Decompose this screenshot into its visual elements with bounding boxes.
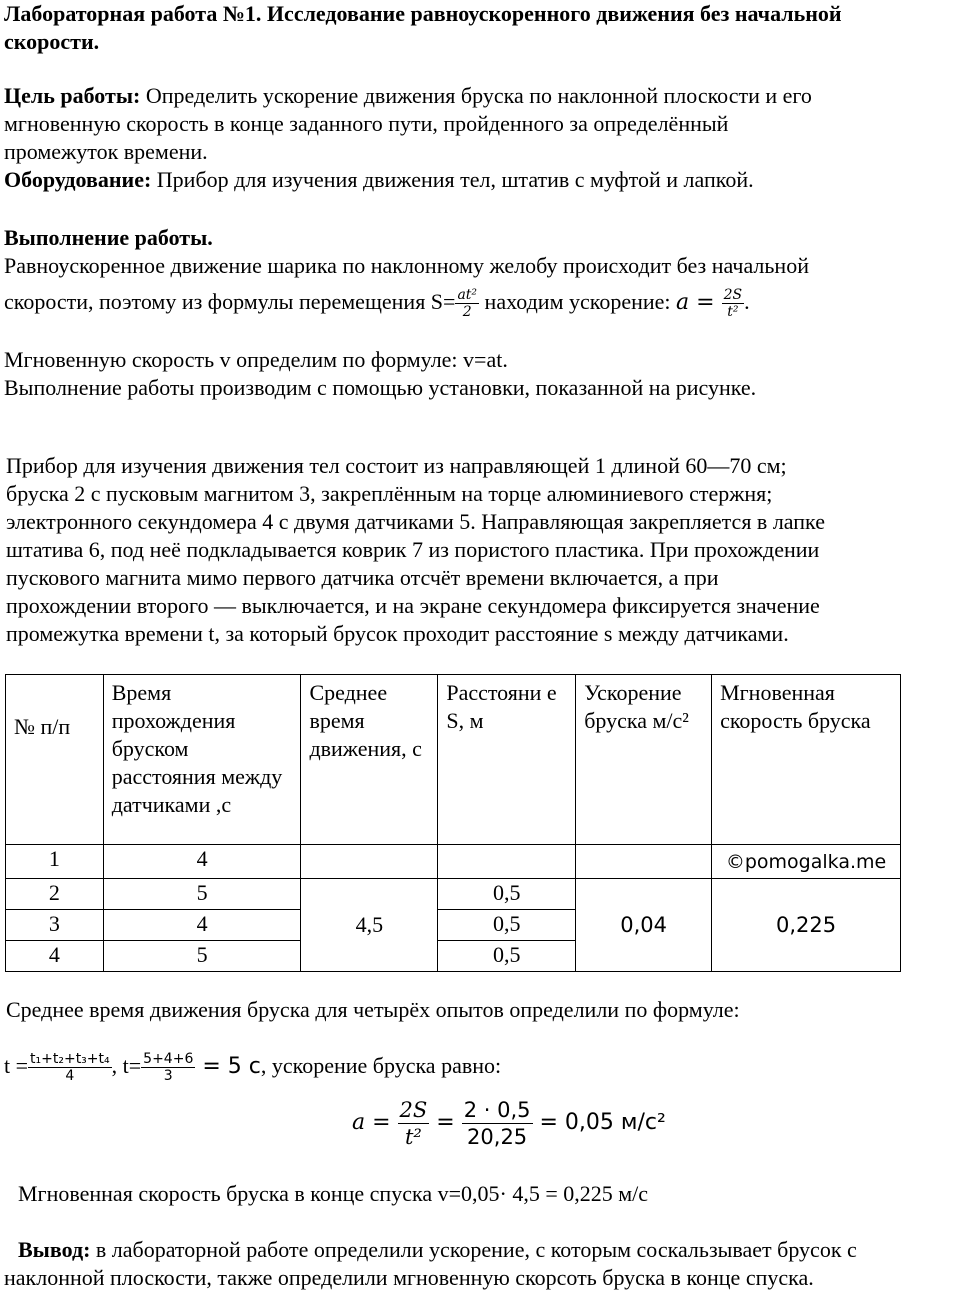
- header-time: Время прохождения бруском расстояния между датчиками ,с: [103, 675, 301, 845]
- header-avg-time: Среднее время движения, с: [301, 675, 438, 845]
- row-2-time: 5: [103, 879, 301, 910]
- row-1-time: 4: [103, 845, 301, 879]
- row-4-time: 5: [103, 941, 301, 972]
- calc-intro: Среднее время движения бруска для четырёх опытов определили по формуле:: [6, 997, 740, 1022]
- acc-fraction-2: [462, 1097, 533, 1150]
- conclusion-line-2: наклонной плоскости, также определили мгновенную скорсоть бруска в конце спуска.: [4, 1265, 814, 1290]
- equipment-line: [4, 166, 754, 194]
- row-2-number: 2: [6, 879, 104, 910]
- acc-fraction-1: [398, 1097, 430, 1150]
- execution-line-2-end: .: [744, 289, 750, 314]
- row-3-number: 3: [6, 910, 104, 941]
- description-line-4: штатива 6, под неё подкладывается коврик 7 из пористого пластика. При прохождении: [6, 537, 820, 562]
- header-acceleration: Ускорение бруска м/с²: [576, 675, 712, 845]
- description-line-7: промежутка времени t, за который брусок проходит расстояние s между датчиками.: [6, 621, 789, 646]
- displacement-numerator: at²: [457, 287, 478, 304]
- goal-label: Цель работы:: [4, 83, 141, 108]
- row-1-distance: [438, 845, 576, 879]
- acc-denominator-1: t²: [404, 1125, 422, 1150]
- avg-time-denominator: 4: [65, 1068, 75, 1085]
- acc-numerator-1: 2S: [399, 1098, 428, 1123]
- row-3-time: 4: [103, 910, 301, 941]
- table-header-row: [6, 675, 901, 845]
- row-1-number: 1: [6, 845, 104, 879]
- goal-line-3: промежуток времени.: [4, 139, 208, 164]
- avg-time-calc-denominator: 3: [163, 1068, 173, 1085]
- goal-line-2: мгновенную скорость в конце заданного пути, пройденного за определённый: [4, 111, 729, 136]
- execution-line-2: [4, 282, 750, 323]
- acceleration-value: 0,04: [576, 879, 712, 972]
- acceleration-fraction: [722, 287, 745, 320]
- avg-time-fraction: [28, 1051, 112, 1084]
- title-line-2: скорости.: [4, 29, 100, 54]
- acceleration-numerator: 2S: [723, 287, 743, 304]
- equipment-label: Оборудование:: [4, 167, 152, 192]
- acceleration-denominator: t²: [727, 304, 739, 321]
- execution-line-3: Мгновенную скорость v определим по формуле: v=at.: [4, 347, 508, 372]
- acceleration-lhs: a =: [676, 290, 722, 315]
- goal-text-1: Определить ускорение движения бруска по наклонной плоскости и его: [140, 83, 812, 108]
- row-4-number: 4: [6, 941, 104, 972]
- avg-time-value: 4,5: [301, 879, 438, 972]
- row-4-distance: 0,5: [438, 941, 576, 972]
- watermark: ©pomogalka.me: [712, 845, 901, 879]
- conclusion-text-1: в лабораторной работе определили ускорение, с которым соскальзывает брусок с: [90, 1237, 857, 1262]
- acc-result: = 0,05 м/c²: [532, 1110, 666, 1135]
- acceleration-formula: [352, 1092, 666, 1153]
- description-line-6: прохождении второго — выключается, и на экране секундомера фиксируется значение: [6, 593, 820, 618]
- goal-line-1: [4, 82, 812, 110]
- acc-lhs: a =: [352, 1110, 398, 1135]
- description-line-3: электронного секундомера 4 с двумя датчиками 5. Направляющая закрепляется в лапке: [6, 509, 825, 534]
- table-row: [6, 879, 901, 910]
- avg-time-separator: , t=: [111, 1053, 142, 1078]
- row-3-distance: 0,5: [438, 910, 576, 941]
- execution-line-2-prefix: скорости, поэтому из формулы перемещения S=: [4, 289, 456, 314]
- avg-time-calc-numerator: 5+4+6: [143, 1051, 194, 1068]
- row-1-acceleration: [576, 845, 712, 879]
- description-line-2: бруска 2 с пусковым магнитом 3, закреплённым на торце алюминиевого стержня;: [6, 481, 773, 506]
- description-line-5: пускового магнита мимо первого датчика отсчёт времени включается, а при: [6, 565, 719, 590]
- avg-time-result: = 5 c: [195, 1054, 261, 1079]
- execution-heading: Выполнение работы.: [4, 225, 213, 250]
- avg-time-formula: [4, 1044, 501, 1089]
- header-distance: Расстояни е S, м: [438, 675, 576, 845]
- equipment-text: Прибор для изучения движения тел, штатив с муфтой и лапкой.: [151, 167, 754, 192]
- execution-line-4: Выполнение работы производим с помощью установки, показанной на рисунке.: [4, 375, 757, 400]
- row-2-distance: 0,5: [438, 879, 576, 910]
- execution-line-1: Равноускоренное движение шарика по наклонному желобу происходит без начальной: [4, 253, 809, 278]
- velocity-line: Мгновенная скорость бруска в конце спуска v=0,05· 4,5 = 0,225 м/c: [18, 1181, 649, 1206]
- row-1-avg: [301, 845, 438, 879]
- avg-time-calc-fraction: [141, 1051, 195, 1084]
- execution-line-2-mid: находим ускорение:: [479, 289, 677, 314]
- avg-time-numerator: t₁+t₂+t₃+t₄: [30, 1051, 110, 1068]
- velocity-value: 0,225: [712, 879, 901, 972]
- description-line-1: Прибор для изучения движения тел состоит из направляющей 1 длиной 60—70 см;: [6, 453, 787, 478]
- table-row: [6, 845, 901, 879]
- avg-time-tail: , ускорение бруска равно:: [260, 1053, 502, 1078]
- acc-numerator-2: 2 · 0,5: [463, 1098, 531, 1123]
- header-velocity: Мгновенная скорость бруска: [712, 675, 901, 845]
- title-line-1: Лабораторная работа №1. Исследование равноускоренного движения без начальной: [4, 1, 842, 26]
- header-number: № п/п: [6, 675, 104, 845]
- conclusion-label: Вывод:: [18, 1237, 91, 1262]
- acc-equals: =: [429, 1110, 462, 1135]
- displacement-fraction: [455, 287, 479, 320]
- conclusion-line-1: [18, 1236, 857, 1264]
- avg-time-prefix: t =: [4, 1053, 29, 1078]
- results-table: [5, 674, 901, 972]
- displacement-denominator: 2: [462, 304, 472, 321]
- acc-denominator-2: 20,25: [467, 1125, 528, 1150]
